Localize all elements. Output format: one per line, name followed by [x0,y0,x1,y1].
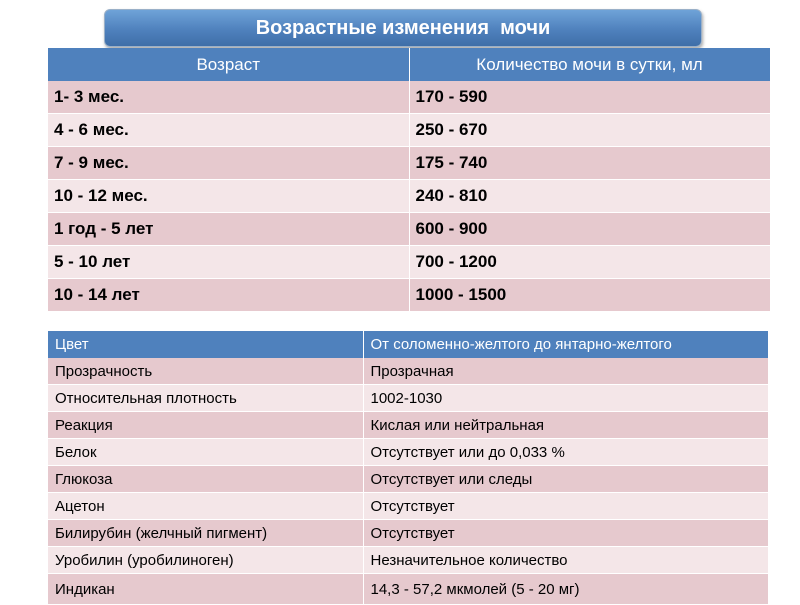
property-name-cell: Индикан [48,574,363,605]
property-value-cell: Отсутствует или до 0,033 % [363,439,768,466]
table-row [48,358,768,385]
table-header-row [48,331,768,358]
volume-cell: 175 - 740 [409,147,770,180]
volume-cell: 250 - 670 [409,114,770,147]
slide-title: Возрастные изменения мочи [104,9,702,47]
table-row [48,520,768,547]
table-header-row [48,48,770,81]
table-row [48,246,770,279]
table-row [48,114,770,147]
urine-properties-table [48,331,769,605]
table-row [48,147,770,180]
table-row [48,547,768,574]
property-name-cell: Прозрачность [48,358,363,385]
age-cell: 10 - 12 мес. [48,180,409,213]
volume-cell: 1000 - 1500 [409,279,770,312]
volume-cell: 170 - 590 [409,81,770,114]
property-name-cell: Ацетон [48,493,363,520]
table-row [48,412,768,439]
property-value-cell: Отсутствует или следы [363,466,768,493]
table-row [48,493,768,520]
volume-cell: 600 - 900 [409,213,770,246]
property-name-color: Цвет [48,331,363,358]
age-cell: 1- 3 мес. [48,81,409,114]
table-row [48,180,770,213]
volume-cell: 700 - 1200 [409,246,770,279]
age-cell: 4 - 6 мес. [48,114,409,147]
table-row [48,279,770,312]
property-name-cell: Белок [48,439,363,466]
property-name-cell: Глюкоза [48,466,363,493]
age-urine-volume-table [48,48,771,312]
column-header-volume: Количество мочи в сутки, мл [409,48,770,81]
column-header-age: Возраст [48,48,409,81]
property-value-color: От соломенно-желтого до янтарно-желтого [363,331,768,358]
property-value-cell: 14,3 - 57,2 мкмолей (5 - 20 мг) [363,574,768,605]
property-name-cell: Уробилин (уробилиноген) [48,547,363,574]
age-cell: 1 год - 5 лет [48,213,409,246]
table-row [48,81,770,114]
table-row [48,385,768,412]
property-name-cell: Относительная плотность [48,385,363,412]
property-name-cell: Реакция [48,412,363,439]
age-cell: 7 - 9 мес. [48,147,409,180]
table-row [48,213,770,246]
property-value-cell: Отсутствует [363,520,768,547]
volume-cell: 240 - 810 [409,180,770,213]
property-value-cell: 1002-1030 [363,385,768,412]
property-value-cell: Прозрачная [363,358,768,385]
property-value-cell: Незначительное количество [363,547,768,574]
property-name-cell: Билирубин (желчный пигмент) [48,520,363,547]
table-row [48,466,768,493]
age-cell: 5 - 10 лет [48,246,409,279]
property-value-cell: Кислая или нейтральная [363,412,768,439]
table-row [48,439,768,466]
property-value-cell: Отсутствует [363,493,768,520]
age-cell: 10 - 14 лет [48,279,409,312]
